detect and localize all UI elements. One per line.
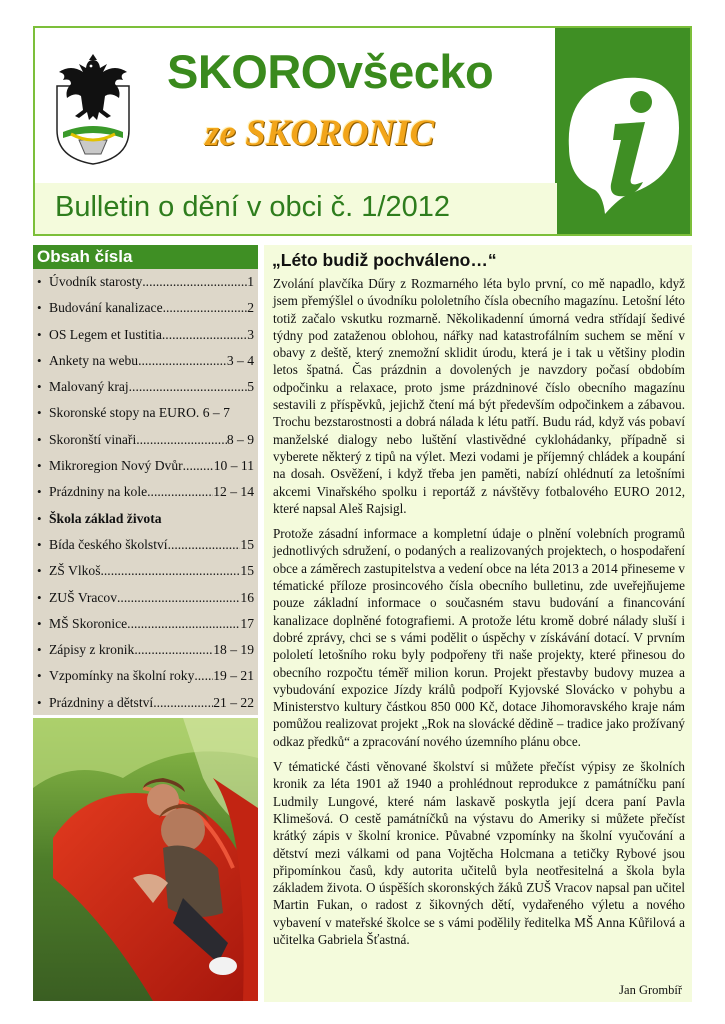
toc-item[interactable] xyxy=(37,558,254,584)
toc-item-label: • Prázdniny a dětství xyxy=(49,694,154,710)
toc-leader-dots xyxy=(136,427,227,453)
magazine-title: SKOROvšecko xyxy=(167,45,494,98)
bulletin-issue-title: Bulletin o dění v obci č. 1/2012 xyxy=(55,191,450,223)
toc-item-label: • Prázdniny na kole xyxy=(49,484,148,500)
toc-item-page: 18 – 19 xyxy=(213,642,254,658)
toc-item[interactable] xyxy=(37,611,254,637)
bulletin-bar xyxy=(35,183,557,234)
toc-leader-dots xyxy=(163,295,248,321)
toc-item-label: • Budování kanalizace xyxy=(49,300,163,316)
toc-item-page: 17 xyxy=(240,615,254,631)
toc-item-page: 5 xyxy=(247,379,254,395)
toc-item[interactable] xyxy=(37,295,254,321)
toc-section-heading[interactable] xyxy=(37,506,254,532)
toc-leader-dots xyxy=(134,637,213,663)
article-paragraph: V tématické části věnované školství si můžete přečíst výpisy ze školních kronik za léta 1901 až 1940 a prohlédnout reprodukce z památníčku paní Ludmily Lungové, které nám laskavě poskytla její dcera paní Pavla Klimešová. O cestě památníčků na výstavu do Ameriky si můžete přečíst krátký zápis v školní kronice. Půvabné vzpomínky na školní vyučování a dětství mezi válkami od pana Vojtěcha Holcmana a tetičky Rybové jsou připomínkou časů, kdy autorita učitelů byla neotřesitelná a škola byla základem života. O úspěších skoronských žáků ZUŠ Vracov napsal pan učitel Martin Fukan, o radost z šikovných dětí, vydařeného výletu a nového vybavení v mateřské školce se s vámi podělily ředitelka MŠ Anna Kůřilová a učitelka Gabriela Šťastná. xyxy=(273,759,685,947)
toc-item[interactable] xyxy=(37,348,254,374)
toc-item-label: • OS Legem et Iustitia xyxy=(49,326,162,342)
photo-illustration xyxy=(33,718,258,1001)
article-body xyxy=(273,275,685,956)
toc-item-label: • Skoronské stopy na EURO xyxy=(49,405,196,421)
toc-item-label: • Bída českého školství xyxy=(49,536,168,552)
toc-item[interactable] xyxy=(37,637,254,663)
toc-item-page: 10 – 11 xyxy=(213,458,254,474)
masthead xyxy=(33,26,692,236)
toc-leader-dots xyxy=(117,585,240,611)
toc-item-page: 19 – 21 xyxy=(213,668,254,684)
toc-item-page: 12 – 14 xyxy=(213,484,254,500)
toc-item-label: • Ankety na webu xyxy=(49,352,139,368)
eagle-crest-icon xyxy=(53,50,133,166)
toc-item[interactable] xyxy=(37,479,254,505)
toc-item-page: 8 – 9 xyxy=(226,431,254,447)
toc-item-page: 3 xyxy=(247,326,254,342)
toc-leader-dots xyxy=(194,663,213,689)
toc-item-label: • Škola základ života xyxy=(49,510,162,526)
toc-leader-dots xyxy=(129,374,248,400)
toc-item[interactable] xyxy=(37,532,254,558)
toc-item-label: • Zápisy z kronik xyxy=(49,642,135,658)
toc-item[interactable] xyxy=(37,374,254,400)
toc-item-label: • Úvodník starosty xyxy=(49,274,143,289)
toc-item-page: 15 xyxy=(240,536,254,552)
toc-item[interactable] xyxy=(37,400,254,426)
toc-item[interactable] xyxy=(37,663,254,689)
magazine-subtitle: ze SKORONIC xyxy=(205,113,435,154)
toc-item[interactable] xyxy=(37,427,254,453)
toc-item-label: • ZŠ Vlkoš xyxy=(49,563,101,579)
toc-item-page: 1 xyxy=(247,274,254,289)
article-title: „Léto budiž pochváleno…“ xyxy=(272,250,497,270)
children-on-slide-photo xyxy=(33,718,258,1001)
toc-leader-dots xyxy=(147,479,213,505)
toc-item[interactable] xyxy=(37,269,254,295)
article-signature: Jan Grombíř xyxy=(619,983,682,997)
toc-leader-dots xyxy=(101,558,241,584)
editorial-article xyxy=(264,245,692,1002)
toc-item-page: 16 xyxy=(240,589,254,605)
info-logo-box xyxy=(555,28,690,234)
info-icon xyxy=(555,28,690,234)
toc-item[interactable] xyxy=(37,322,254,348)
toc-item-label: • Mikroregion Nový Dvůr xyxy=(49,458,183,474)
toc-item[interactable] xyxy=(37,690,254,716)
toc-leader-dots xyxy=(168,532,241,558)
masthead-top xyxy=(35,28,557,183)
toc-leader-dots xyxy=(153,690,213,716)
toc-leader-dots xyxy=(142,269,247,295)
toc-item-page: 15 xyxy=(240,563,254,579)
toc-leader-dots xyxy=(162,322,247,348)
toc-item-label: • Malovaný kraj xyxy=(49,379,129,395)
toc-leader-dots xyxy=(183,453,214,479)
article-paragraph: Protože zásadní informace a kompletní údaje o plnění volebních programů jednotlivých sdružení, o podaných a realizovaných projektech, o hospodaření obce a záměrech zastupitelstva a vedení obce na léta 2013 a 2014 přineseme v tématické příloze prosincového čísla obecního bulletinu, zde uveřejňujeme pouze základní informace o současném stavu budování a financování kanalizace doplněné fotografiemi. A protože létu kromě dobré nálady sluší i dobré zprávy, chci se s vámi podělit o úspěchy v získávání dotací. V prvním pololetí letošního roku byly podpořeny tři naše projekty, které přinesou do obecního rozpočtu téměř milion korun. Projekt přestavby budovy muzea a vybudování expozice Jízdy králů podpoří Kyjovské Slovácko v pohybu a Ministerstvo kultury částkou 850 000 Kč, dotace Jihomoravského kraje nám pomůžou realizovat projekt „Rok na slovácké dědině – tradice jako prožívaný odkaz předků“ a zpracování nového územního plánu obce. xyxy=(273,526,685,749)
toc-item-page: 2 xyxy=(247,300,254,316)
table-of-contents xyxy=(33,245,258,715)
toc-item-page: . 6 – 7 xyxy=(195,405,230,421)
toc-list xyxy=(33,269,258,716)
toc-heading: Obsah čísla xyxy=(33,245,258,269)
article-paragraph: Zvolání plavčíka Dűry z Rozmarného léta bylo první, co mě napadlo, když jsem přemýšlel o úvodníku pololetního čísla obecního magazínu. Letošní léto totiž začalo vskutku rozmarně. Několikadenní úmorná vedra střídají šedivé týdny pod zataženou oblohou, nářky nad katastrofálním suchem se mění v obavy z deště, který znemožní sklidit úrodu, která je i tak u většiny plodin letos špatná. Čas prázdnin a dovolených je navzdory počasí obdobím odpočinku a relaxace, proto jsme prázdninové číslo obecního magazínu sestavili z příspěvků, jejichž čtení má být především odpočinkem a zábavou. Trochu bezstarostnosti a dobrá nálada k létu patří. Budu rád, když vás pobaví manželské dialogy nebo luštění vlastivědné cyklohádanky, případně si vyberete některý z tipů na výlet. Mezi vodami je příjemný chládek a koupání na dosah. Osvěžení, i když třeba jen paměti, nabízí ohlédnutí za letošními akcemi Vinařského spolku i reportáž z návštěvy fotbalového EURO 2012, které napsal Aleš Rajsigl. xyxy=(273,276,685,516)
toc-item[interactable] xyxy=(37,585,254,611)
toc-item-page: 3 – 4 xyxy=(226,352,254,368)
toc-item-label: • Vzpomínky na školní roky xyxy=(49,668,195,684)
toc-item[interactable] xyxy=(37,453,254,479)
toc-item-label: • ZUŠ Vracov xyxy=(49,589,118,605)
toc-item-page: 21 – 22 xyxy=(213,694,254,710)
toc-leader-dots xyxy=(127,611,240,637)
toc-leader-dots xyxy=(138,348,227,374)
toc-item-label: • MŠ Skoronice xyxy=(49,615,128,631)
toc-item-label: • Skoronští vinaři xyxy=(49,431,137,447)
